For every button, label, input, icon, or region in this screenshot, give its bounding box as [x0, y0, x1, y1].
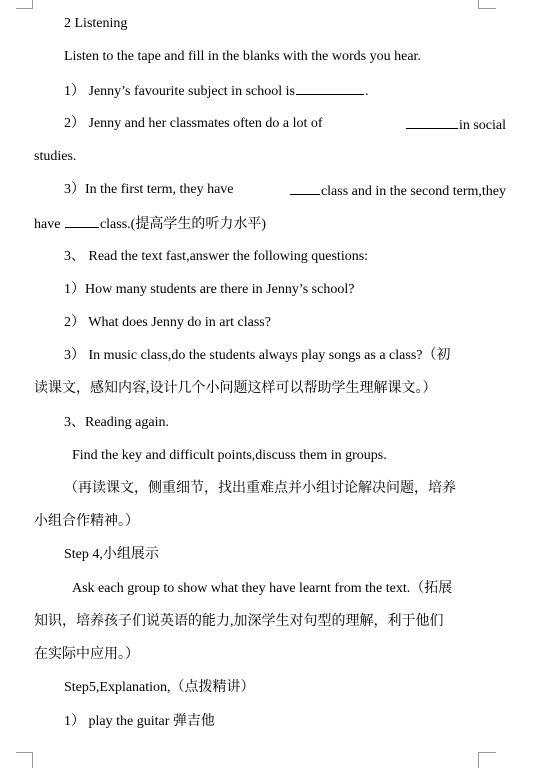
paragraph: Step 4,小组展示 [64, 547, 159, 562]
paragraph: studies. [34, 149, 77, 164]
text: in social [458, 118, 506, 133]
crop-mark-bottom-right [478, 752, 479, 768]
paragraph: Ask each group to show what they have learnt from the text.（拓展 [72, 581, 453, 596]
paragraph: 3、Reading again. [64, 415, 169, 430]
paragraph: 小组合作精神。） [34, 514, 139, 529]
paragraph: Listen to the tape and fill in the blanks with the words you hear. [64, 49, 421, 64]
paragraph [64, 115, 506, 135]
crop-mark-top-left [16, 8, 33, 9]
paragraph: 3、 Read the text fast,answer the following questions: [64, 249, 369, 264]
paragraph: 读课文，感知内容,设计几个小问题这样可以帮助学生理解课文。） [34, 381, 437, 396]
crop-mark-bottom-right [478, 752, 496, 753]
paragraph: Find the key and difficult points,discuss them in groups. [72, 448, 387, 463]
paragraph: 知识，培养孩子们说英语的能力,加深学生对句型的理解，利于他们 [34, 614, 444, 629]
crop-mark-bottom-left [32, 752, 33, 768]
paragraph: 1）How many students are there in Jenny’s school? [64, 282, 355, 297]
fill-blank [406, 115, 458, 129]
paragraph: 2） What does Jenny do in art class? [64, 315, 271, 330]
paragraph [64, 81, 368, 101]
crop-mark-top-right [478, 8, 496, 9]
text: have [34, 217, 61, 232]
crop-mark-top-right [478, 0, 479, 8]
text: 2） Jenny and her classmates often do a lot of [64, 116, 323, 131]
fill-blank [65, 214, 99, 228]
paragraph: （再读课文，侧重细节，找出重难点并小组讨论解决问题，培养 [64, 481, 456, 496]
text-group [405, 115, 506, 135]
section-heading-listening: 2 Listening [64, 16, 128, 31]
text-group [289, 181, 506, 201]
crop-mark-bottom-left [16, 752, 33, 753]
text: . [364, 84, 369, 99]
paragraph [34, 214, 266, 234]
text: 3）In the first term, they have [64, 182, 234, 197]
text: class and in the second term,they [320, 184, 506, 199]
crop-mark-top-left [32, 0, 33, 8]
text: 1） Jenny’s favourite subject in school is [64, 84, 295, 99]
paragraph: 1） play the guitar 弹吉他 [64, 714, 215, 729]
fill-blank [290, 181, 320, 195]
fill-blank [296, 81, 364, 95]
paragraph: 3） In music class,do the students always play songs as a class?（初 [64, 348, 451, 363]
paragraph: Step5,Explanation,（点拨精讲） [64, 680, 255, 695]
text: class.(提高学生的听力水平) [99, 217, 266, 232]
paragraph [64, 181, 506, 201]
paragraph: 在实际中应用。） [34, 647, 139, 662]
